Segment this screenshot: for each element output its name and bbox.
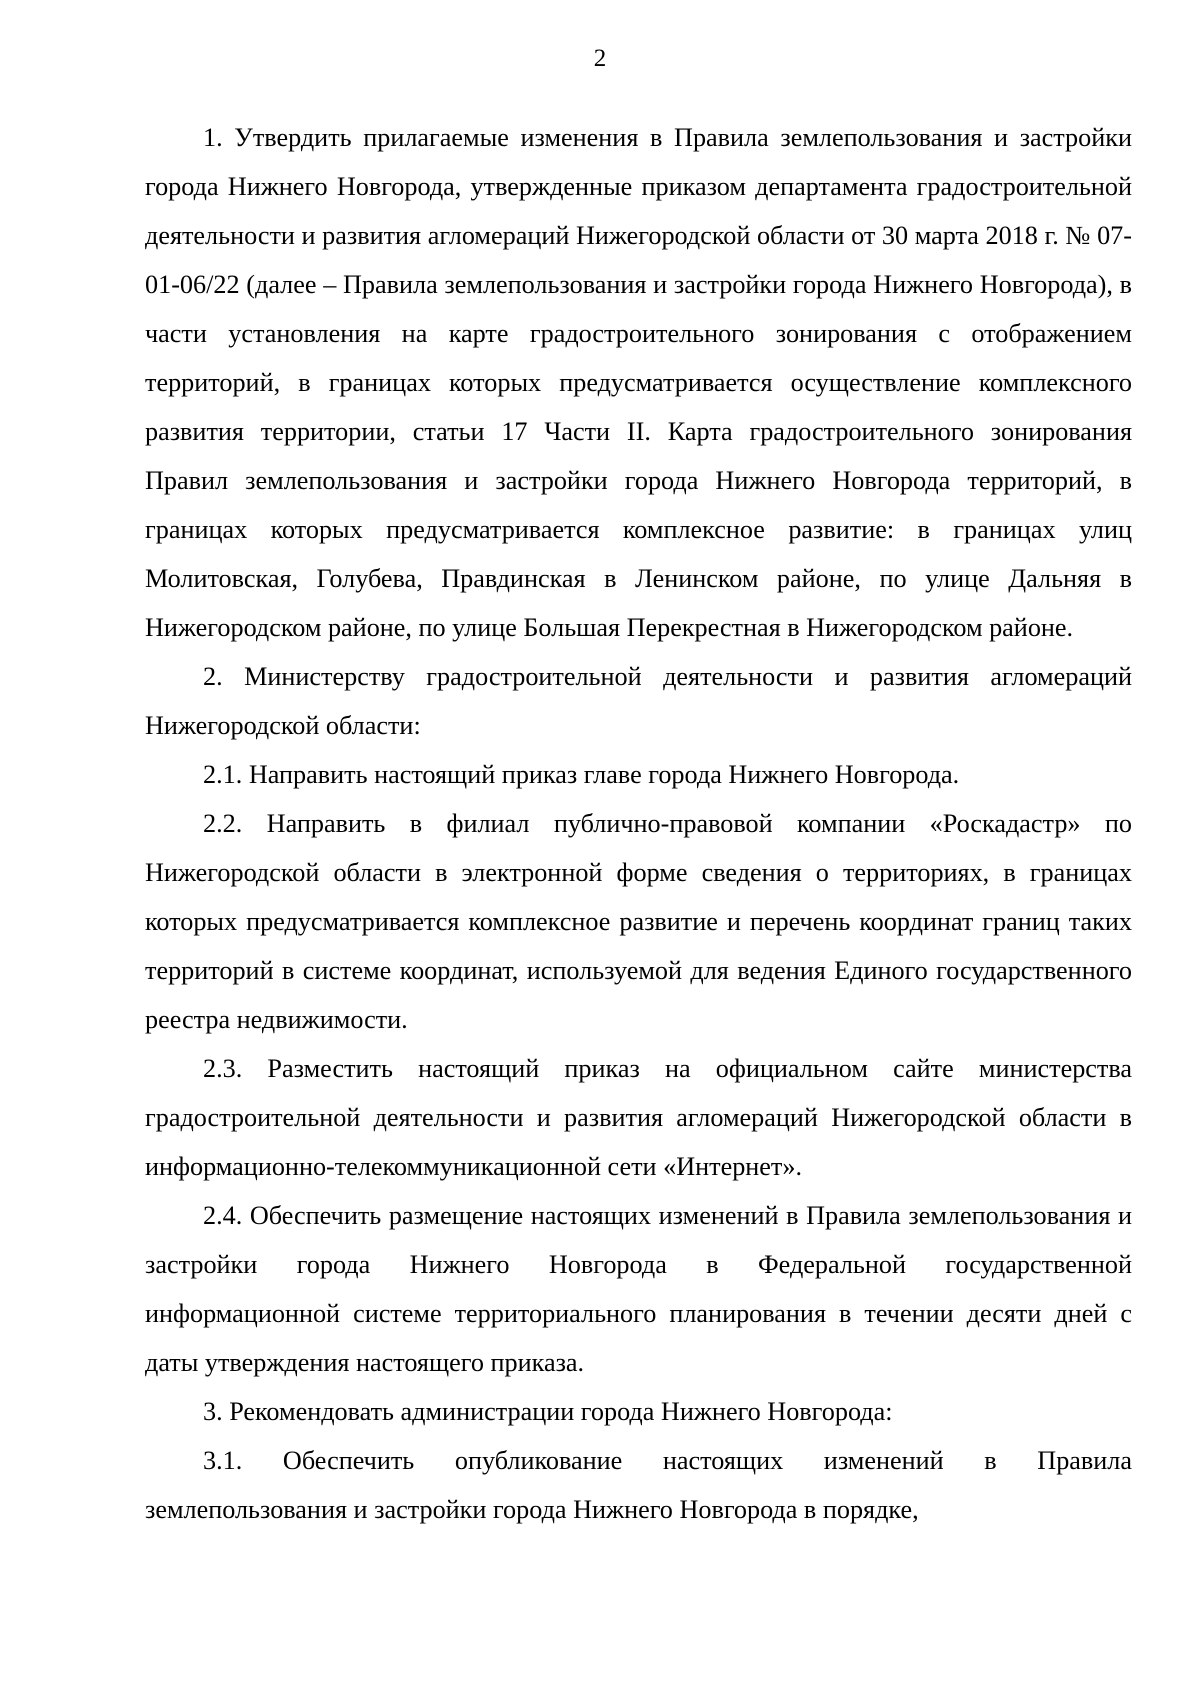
paragraph-3: 3. Рекомендовать администрации города Нижнего Новгорода:	[203, 1397, 893, 1426]
page-number: 2	[593, 45, 607, 72]
paragraph-2-4: 2.4. Обеспечить размещение настоящих изменений в Правила землепользования и застройки города Нижнего Новгорода в Федеральной государственной информационной системе территориального планирования в течении десяти дней с даты утверждения настоящего приказа.	[145, 1201, 1132, 1377]
paragraph-2: 2. Министерству градостроительной деятельности и развития агломераций Нижегородской области:	[145, 662, 1132, 740]
paragraph-3-1: 3.1. Обеспечить опубликование настоящих изменений в Правила землепользования и застройки города Нижнего Новгорода в порядке,	[145, 1446, 1132, 1524]
paragraph-1: 1. Утвердить прилагаемые изменения в Правила землепользования и застройки города Нижнего Новгорода, утвержденные приказом департамента градостроительной деятельности и развития агломераций Нижегородской области от 30 марта 2018 г. № 07-01-06/22 (далее – Правила землепользования и застройки города Нижнего Новгорода), в части установления на карте градостроительного зонирования с отображением территорий, в границах которых предусматривается осуществление комплексного развития территории, статьи 17 Части II. Карта градостроительного зонирования Правил землепользования и застройки города Нижнего Новгорода территорий, в границах которых предусматривается комплексное развитие: в границах улиц Молитовская, Голубева, Правдинская в Ленинском районе, по улице Дальняя в Нижегородском районе, по улице Большая Перекрестная в Нижегородском районе.	[145, 123, 1132, 642]
document-body	[145, 113, 1132, 1534]
paragraph-2-1: 2.1. Направить настоящий приказ главе города Нижнего Новгорода.	[203, 760, 960, 789]
paragraph-2-2: 2.2. Направить в филиал публично-правовой компании «Роскадастр» по Нижегородской области в электронной форме сведения о территориях, в границах которых предусматривается комплексное развитие и перечень координат границ таких территорий в системе координат, используемой для ведения Единого государственного реестра недвижимости.	[145, 809, 1132, 1034]
paragraph-2-3: 2.3. Разместить настоящий приказ на официальном сайте министерства градостроительной деятельности и развития агломераций Нижегородской области в информационно-телекоммуникационной сети «Интернет».	[145, 1054, 1132, 1181]
